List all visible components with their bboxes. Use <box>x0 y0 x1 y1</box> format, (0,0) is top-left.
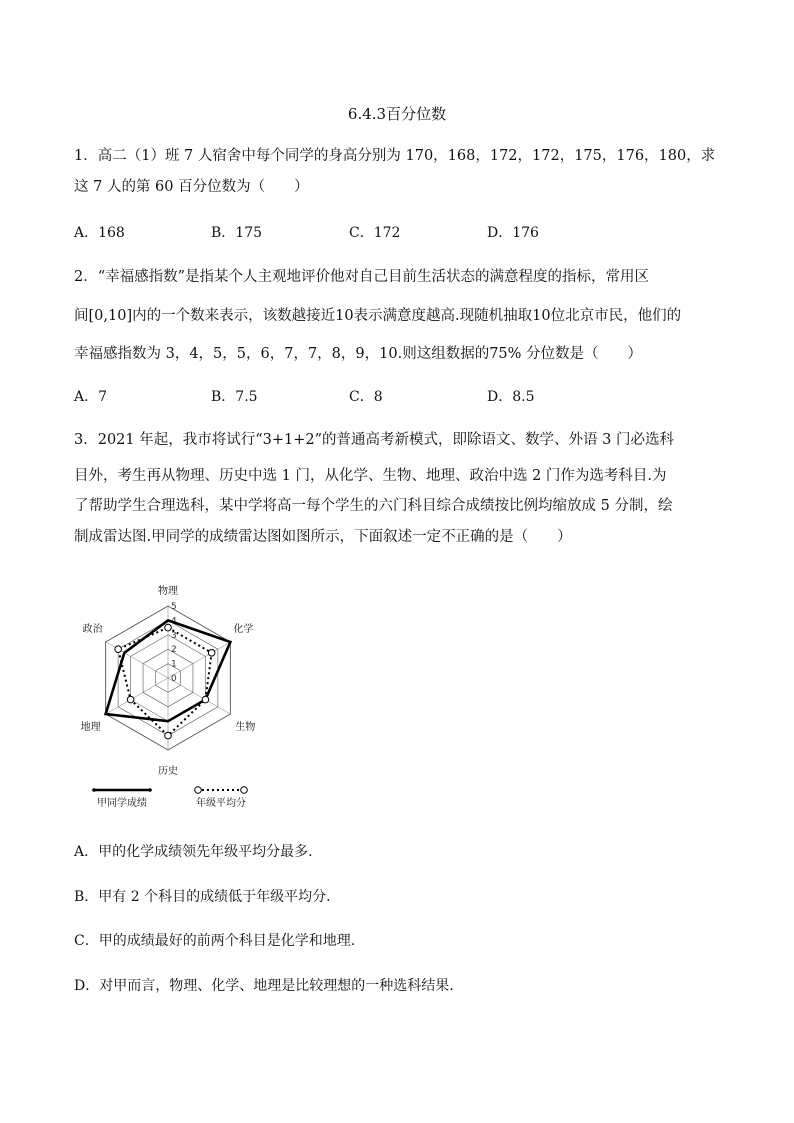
radar-axis-label: 物理 <box>158 586 178 597</box>
legend-average-marker <box>195 787 202 794</box>
radar-axis-label: 历史 <box>158 766 178 777</box>
q2-option-d: D．8.5 <box>487 389 535 405</box>
radar-axis-label: 政治 <box>82 624 103 635</box>
radar-axis-line <box>168 642 230 678</box>
q2-option-a: A．7 <box>74 389 108 405</box>
page-title: 6.4.3百分位数 <box>347 105 447 123</box>
legend-average-label: 年级平均分 <box>196 798 246 809</box>
radar-axis-line <box>168 678 230 714</box>
q3-line3: 了帮助学生合理选科，某中学将高一每个学生的六门科目综合成绩按比例均缩放成 5 分制，绘 <box>74 498 673 514</box>
q1-option-a: A．168 <box>74 225 125 241</box>
q3-option-d: D．对甲而言，物理、化学、地理是比较理想的一种选科结果. <box>74 978 454 994</box>
q2-option-b: B．7.5 <box>211 389 258 405</box>
q1-option-d: D．176 <box>487 225 539 241</box>
radar-tick-label: 2 <box>171 645 177 656</box>
radar-tick-label: 3 <box>171 630 177 641</box>
radar-average-point <box>165 732 172 739</box>
q1-line1: 1．高二（1）班 7 人宿舍中每个同学的身高分别为 170，168，172，172，175，176，180，求 <box>74 148 716 164</box>
radar-average-point <box>202 696 209 703</box>
q3-line2: 目外，考生再从物理、历史中选 1 门，从化学、生物、地理、政治中选 2 门作为选考科目.为 <box>74 468 667 484</box>
radar-average-point <box>115 646 122 653</box>
q2-line1: 2．“幸福感指数”是指某个人主观地评价他对自己目前生活状态的满意程度的指标，常用区 <box>74 269 650 285</box>
q3-line1: 3．2021 年起，我市将试行“3+1+2”的普通高考新模式，即除语文、数学、外语 3 门必选科 <box>74 432 674 448</box>
radar-average-point <box>127 696 134 703</box>
radar-tick-label: 4 <box>171 616 177 627</box>
radar-tick-label: 1 <box>171 659 177 670</box>
radar-tick-label: 0 <box>171 674 177 684</box>
radar-average-point <box>165 624 172 631</box>
legend-student-label: 甲同学成绩 <box>97 798 147 809</box>
radar-chart <box>70 570 280 815</box>
radar-axis-label: 生物 <box>235 722 256 733</box>
q2-option-c: C．8 <box>349 389 383 405</box>
q3-option-b: B．甲有 2 个科目的成绩低于年级平均分. <box>74 889 331 905</box>
radar-axis-label: 地理 <box>80 722 101 733</box>
radar-average-point <box>208 650 215 657</box>
q2-line2: 间[0,10]内的一个数来表示，该数越接近10表示满意度越高.现随机抽取10位北京市民，他们的 <box>74 308 682 324</box>
legend-student-marker <box>92 788 96 792</box>
q1-option-c: C．172 <box>349 225 401 241</box>
q3-option-c: C．甲的成绩最好的前两个科目是化学和地理. <box>74 933 356 949</box>
q2-line3: 幸福感指数为 3，4，5，5，6，7，7，8，9，10.则这组数据的75% 分位数是（ ） <box>74 346 643 362</box>
q3-line4: 制成雷达图.甲同学的成绩雷达图如图所示，下面叙述一定不正确的是（ ） <box>74 529 572 545</box>
radar-axis-label: 化学 <box>233 624 254 635</box>
radar-tick-label: 5 <box>171 602 177 612</box>
legend-average-marker <box>241 787 248 794</box>
legend-student-marker <box>148 788 152 792</box>
q3-option-a: A．甲的化学成绩领先年级平均分最多. <box>74 844 313 860</box>
q1-option-b: B．175 <box>211 225 263 241</box>
q1-line2: 这 7 人的第 60 百分位数为（ ） <box>74 179 309 195</box>
